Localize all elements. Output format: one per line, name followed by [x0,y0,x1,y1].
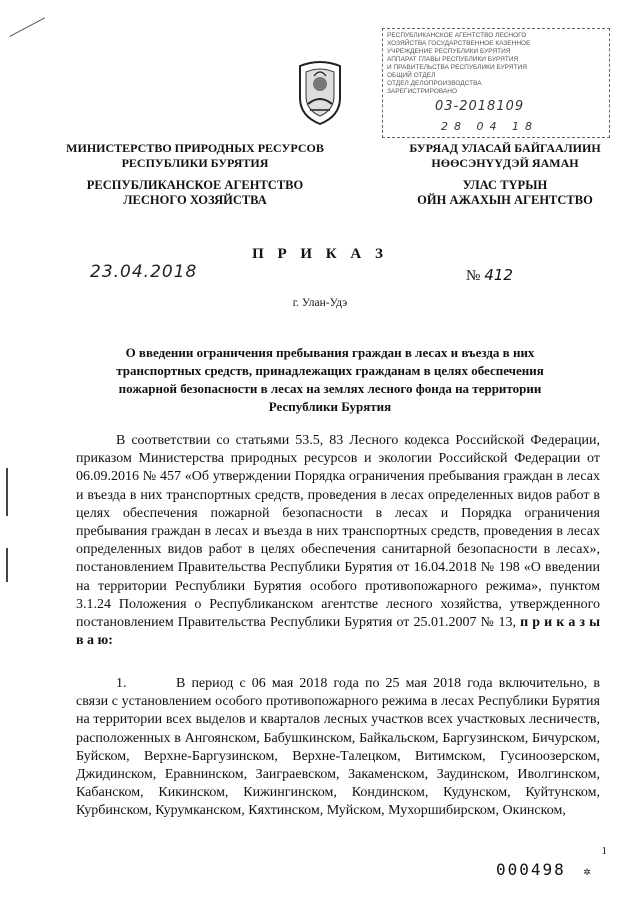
number-value: 412 [484,266,513,284]
header-line: РЕСПУБЛИКИ БУРЯТИЯ [121,156,269,170]
paragraph-text: В соответствии со статьями 53.5, 83 Лесного кодекса Российской Федерации, приказом Министерства природных ресурсов и экологии Российской Федерации от 06.09.2016 № 457 «Об утверждении Порядка ограничения пребывания граждан в лесах и въезда в них транспортных средств, проведения в лесах определенных видов работ в целях обеспечения пожарной безопасности в лесах и Порядка ограничения пребывания граждан в лесах и въезда в них транспортных средств, проведения в лесах определенных видов работ в целях обеспечения санитарной безопасности в лесах», постановлением Правительства Республики Бурятия от 16.04.2018 № 198 «О введении на территории Республики Бурятия особого противопожарного режима», пунктом 3.1.24 Положения о Республиканском агентстве лесного хозяйства, утвержденного постановлением Правительства Республики Бурятия от 25.01.2007 № 13, [76,433,600,631]
body-paragraph-2 [76,675,600,821]
stamp-line: ОБЩИЙ ОТДЕЛ [387,72,436,79]
margin-mark [6,548,8,582]
serial-number-text: 000498 [496,860,566,879]
order-city: г. Улан-Удэ [292,297,348,309]
header-line: РЕСПУБЛИКАНСКОЕ АГЕНТСТВО [86,178,304,192]
gear-icon: ✲ [583,864,593,878]
order-number [466,266,513,285]
serial-number [496,860,593,879]
page-number: 1 [601,845,607,857]
header-right-agency [380,178,630,208]
coat-of-arms-emblem [296,58,344,126]
body-paragraph-1 [76,432,600,650]
paragraph-number: 1. [116,676,127,691]
header-line: УЛАС ТҮРЫН [462,178,548,192]
paragraph-text: В период с 06 мая 2018 года по 25 мая 2018 года включительно, в связи с установлением особого противопожарного режима в лесах Республики Бурятия на территории всех выделов и кварталов лесных участков всех участковых лесничеств, расположенных в Ангоянском, Бабушкинском, Байкальском, Баргузинском, Бичурском, Буйском, Верхне-Баргузинском, Верхне-Талецком, Витимском, Гусиноозерском, Джидинском, Еравнинском, Заиграевском, Закаменском, Заудинском, Иволгинском, Кабанском, Кикинском, Кижингинском, Кондинском, Кудунском, Куйтунском, Курбинском, Курумканском, Кяхтинском, Муйском, Мухоршибирском, Окинском, [76,676,600,819]
header-right-ministry [380,141,630,171]
stamp-reg-number: 03-2018109 [435,99,525,114]
header-line: МИНИСТЕРСТВО ПРИРОДНЫХ РЕСУРСОВ [66,141,324,155]
stamp-line: ХОЗЯЙСТВА ГОСУДАРСТВЕННОЕ КАЗЕННОЕ [387,40,531,47]
stamp-line: АППАРАТ ГЛАВЫ РЕСПУБЛИКИ БУРЯТИЯ [387,56,519,63]
stamp-line: И ПРАВИТЕЛЬСТВА РЕСПУБЛИКИ БУРЯТИЯ [387,64,527,71]
stamp-line: ЗАРЕГИСТРИРОВАНО [387,88,458,95]
registration-stamp [382,28,610,138]
number-label: № [466,268,481,284]
order-date: 23.04.2018 [90,262,198,282]
stamp-line: РЕСПУБЛИКАНСКОЕ АГЕНТСТВО ЛЕСНОГО [387,32,527,39]
order-subject: О введении ограничения пребывания граждан в лесах и въезда в них транспортных средств, принадлежащих гражданам в целях обеспечения пожарной безопасности в лесах на землях лесного фонда на территории Республики Бурятия [116,345,544,414]
corner-mark [0,0,45,37]
stamp-reg-date: 28 04 18 [441,120,538,133]
stamp-line: ОТДЕЛ ДЕЛОПРОИЗВОДСТВА [387,80,482,87]
header-line: НӨӨСЭНҮҮДЭЙ ЯАМАН [431,156,579,170]
order-directive: п р и к а з ы в а ю: [76,615,600,649]
header-line: ЛЕСНОГО ХОЗЯЙСТВА [123,193,267,207]
header-left-ministry [55,141,335,171]
header-line: БУРЯАД УЛАСАЙ БАЙГААЛИИН [409,141,601,155]
order-title: П Р И К А З [252,246,388,262]
stamp-line: УЧРЕЖДЕНИЕ РЕСПУБЛИКИ БУРЯТИЯ [387,48,511,55]
margin-mark [6,468,8,516]
header-left-agency [55,178,335,208]
header-line: ОЙН АЖАХЫН АГЕНТСТВО [417,193,593,207]
